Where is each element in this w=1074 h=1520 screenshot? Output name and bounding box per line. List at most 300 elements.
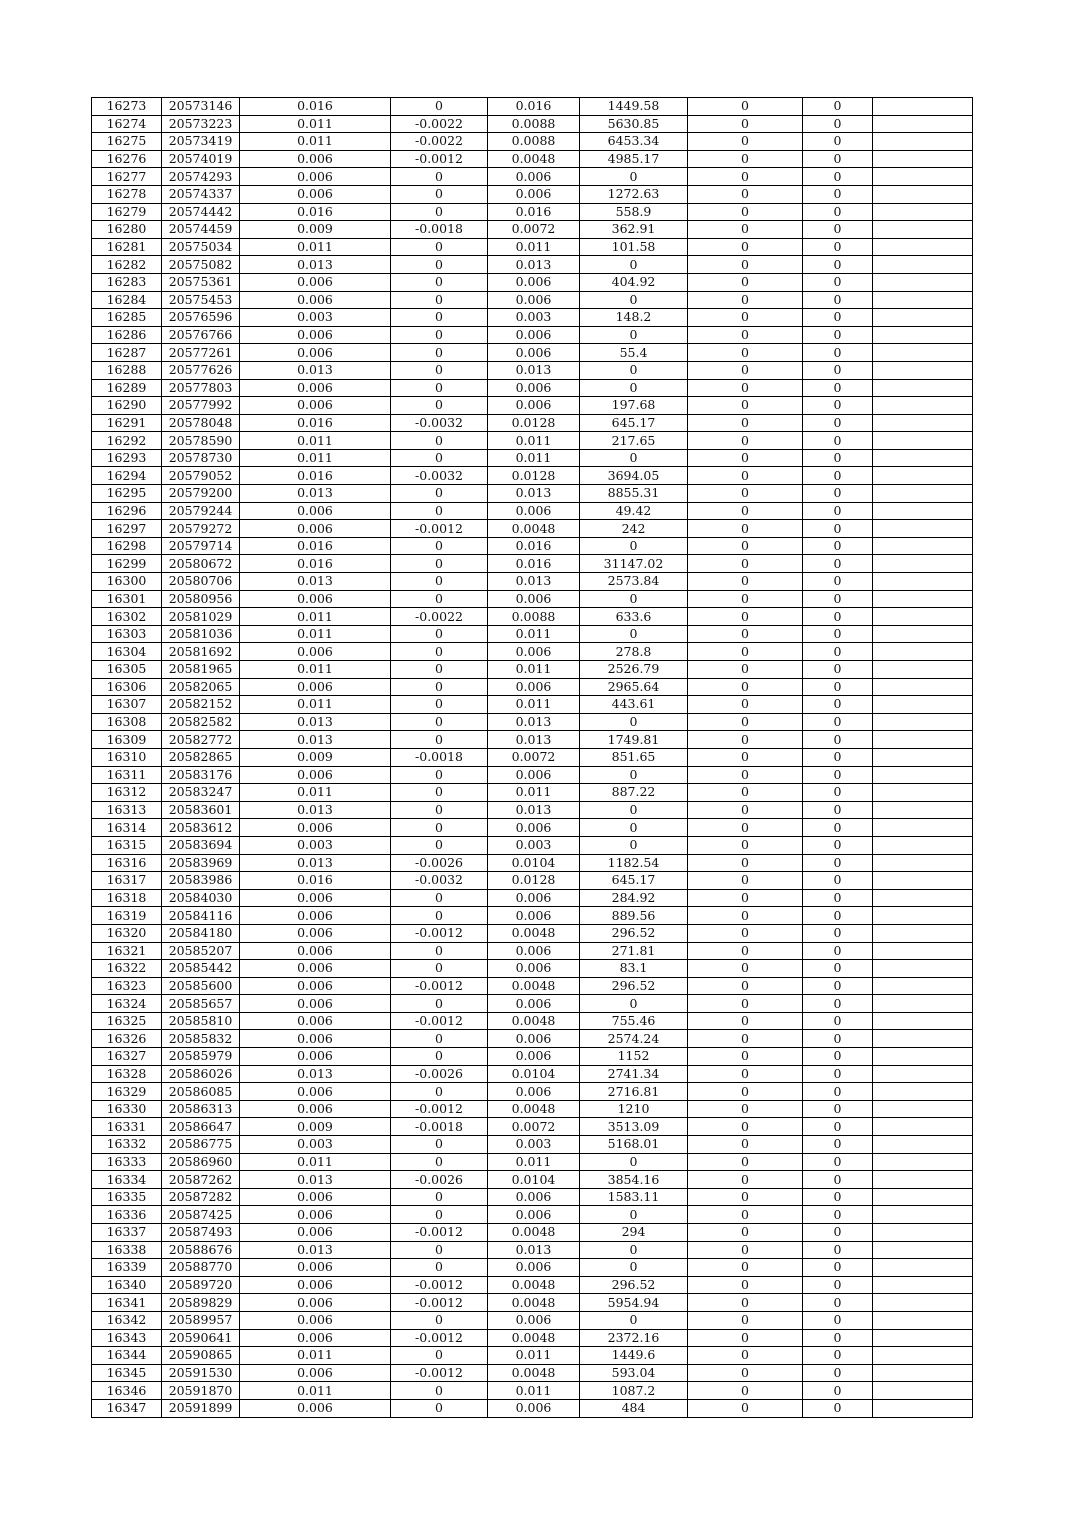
amount-cell: 0 bbox=[580, 1206, 688, 1224]
table-row bbox=[92, 854, 973, 872]
row-index-cell: 16277 bbox=[92, 168, 162, 186]
id-cell: 20584030 bbox=[162, 889, 240, 907]
adjustment-cell: -0.0018 bbox=[391, 221, 488, 239]
flag-1-cell: 0 bbox=[688, 872, 803, 890]
value-a-cell: 0.011 bbox=[240, 1153, 391, 1171]
adjustment-cell: -0.0022 bbox=[391, 608, 488, 626]
table-row bbox=[92, 361, 973, 379]
value-a-cell: 0.013 bbox=[240, 485, 391, 503]
extra-cell bbox=[873, 784, 973, 802]
value-a-cell: 0.006 bbox=[240, 520, 391, 538]
table-row bbox=[92, 185, 973, 203]
adjustment-cell: 0 bbox=[391, 731, 488, 749]
flag-2-cell: 0 bbox=[803, 449, 873, 467]
amount-cell: 296.52 bbox=[580, 977, 688, 995]
value-b-cell: 0.006 bbox=[488, 273, 580, 291]
amount-cell: 2716.81 bbox=[580, 1083, 688, 1101]
row-index-cell: 16294 bbox=[92, 467, 162, 485]
amount-cell: 0 bbox=[580, 168, 688, 186]
flag-2-cell: 0 bbox=[803, 537, 873, 555]
value-b-cell: 0.016 bbox=[488, 98, 580, 116]
row-index-cell: 16303 bbox=[92, 625, 162, 643]
flag-2-cell: 0 bbox=[803, 1311, 873, 1329]
flag-1-cell: 0 bbox=[688, 485, 803, 503]
id-cell: 20590865 bbox=[162, 1347, 240, 1365]
row-index-cell: 16346 bbox=[92, 1382, 162, 1400]
table-row bbox=[92, 713, 973, 731]
flag-1-cell: 0 bbox=[688, 1206, 803, 1224]
amount-cell: 1152 bbox=[580, 1048, 688, 1066]
value-a-cell: 0.009 bbox=[240, 1118, 391, 1136]
value-a-cell: 0.013 bbox=[240, 1171, 391, 1189]
table-row bbox=[92, 889, 973, 907]
adjustment-cell: -0.0012 bbox=[391, 924, 488, 942]
amount-cell: 0 bbox=[580, 326, 688, 344]
value-a-cell: 0.006 bbox=[240, 379, 391, 397]
flag-2-cell: 0 bbox=[803, 1171, 873, 1189]
flag-2-cell: 0 bbox=[803, 467, 873, 485]
value-a-cell: 0.011 bbox=[240, 608, 391, 626]
id-cell: 20573419 bbox=[162, 133, 240, 151]
amount-cell: 2741.34 bbox=[580, 1065, 688, 1083]
row-index-cell: 16342 bbox=[92, 1311, 162, 1329]
amount-cell: 1182.54 bbox=[580, 854, 688, 872]
value-b-cell: 0.016 bbox=[488, 537, 580, 555]
adjustment-cell: 0 bbox=[391, 379, 488, 397]
value-b-cell: 0.0048 bbox=[488, 1100, 580, 1118]
amount-cell: 0 bbox=[580, 836, 688, 854]
table-row bbox=[92, 555, 973, 573]
adjustment-cell: -0.0026 bbox=[391, 1171, 488, 1189]
flag-2-cell: 0 bbox=[803, 238, 873, 256]
flag-1-cell: 0 bbox=[688, 960, 803, 978]
extra-cell bbox=[873, 1048, 973, 1066]
flag-2-cell: 0 bbox=[803, 1382, 873, 1400]
id-cell: 20579052 bbox=[162, 467, 240, 485]
id-cell: 20586647 bbox=[162, 1118, 240, 1136]
adjustment-cell: 0 bbox=[391, 1136, 488, 1154]
adjustment-cell: 0 bbox=[391, 713, 488, 731]
table-row bbox=[92, 1118, 973, 1136]
adjustment-cell: 0 bbox=[391, 625, 488, 643]
flag-1-cell: 0 bbox=[688, 537, 803, 555]
row-index-cell: 16316 bbox=[92, 854, 162, 872]
flag-2-cell: 0 bbox=[803, 185, 873, 203]
id-cell: 20586960 bbox=[162, 1153, 240, 1171]
flag-1-cell: 0 bbox=[688, 573, 803, 591]
table-row bbox=[92, 1206, 973, 1224]
flag-2-cell: 0 bbox=[803, 1259, 873, 1277]
extra-cell bbox=[873, 115, 973, 133]
value-b-cell: 0.006 bbox=[488, 907, 580, 925]
row-index-cell: 16301 bbox=[92, 590, 162, 608]
flag-2-cell: 0 bbox=[803, 836, 873, 854]
extra-cell bbox=[873, 273, 973, 291]
flag-1-cell: 0 bbox=[688, 819, 803, 837]
flag-2-cell: 0 bbox=[803, 256, 873, 274]
extra-cell bbox=[873, 1259, 973, 1277]
row-index-cell: 16329 bbox=[92, 1083, 162, 1101]
value-b-cell: 0.003 bbox=[488, 1136, 580, 1154]
flag-1-cell: 0 bbox=[688, 784, 803, 802]
extra-cell bbox=[873, 1171, 973, 1189]
value-a-cell: 0.006 bbox=[240, 502, 391, 520]
table-row bbox=[92, 1065, 973, 1083]
row-index-cell: 16327 bbox=[92, 1048, 162, 1066]
id-cell: 20583601 bbox=[162, 801, 240, 819]
amount-cell: 217.65 bbox=[580, 432, 688, 450]
flag-1-cell: 0 bbox=[688, 221, 803, 239]
row-index-cell: 16328 bbox=[92, 1065, 162, 1083]
amount-cell: 362.91 bbox=[580, 221, 688, 239]
adjustment-cell: -0.0022 bbox=[391, 133, 488, 151]
flag-1-cell: 0 bbox=[688, 1276, 803, 1294]
flag-1-cell: 0 bbox=[688, 256, 803, 274]
amount-cell: 0 bbox=[580, 995, 688, 1013]
flag-2-cell: 0 bbox=[803, 98, 873, 116]
value-a-cell: 0.006 bbox=[240, 766, 391, 784]
id-cell: 20576596 bbox=[162, 309, 240, 327]
amount-cell: 1087.2 bbox=[580, 1382, 688, 1400]
flag-1-cell: 0 bbox=[688, 1347, 803, 1365]
id-cell: 20579272 bbox=[162, 520, 240, 538]
id-cell: 20585832 bbox=[162, 1030, 240, 1048]
table-row bbox=[92, 1329, 973, 1347]
flag-1-cell: 0 bbox=[688, 854, 803, 872]
extra-cell bbox=[873, 1136, 973, 1154]
flag-1-cell: 0 bbox=[688, 502, 803, 520]
value-b-cell: 0.006 bbox=[488, 1048, 580, 1066]
amount-cell: 0 bbox=[580, 801, 688, 819]
extra-cell bbox=[873, 661, 973, 679]
row-index-cell: 16282 bbox=[92, 256, 162, 274]
id-cell: 20573223 bbox=[162, 115, 240, 133]
flag-2-cell: 0 bbox=[803, 150, 873, 168]
flag-2-cell: 0 bbox=[803, 485, 873, 503]
id-cell: 20588770 bbox=[162, 1259, 240, 1277]
table-row bbox=[92, 696, 973, 714]
adjustment-cell: 0 bbox=[391, 361, 488, 379]
id-cell: 20574337 bbox=[162, 185, 240, 203]
row-index-cell: 16298 bbox=[92, 537, 162, 555]
adjustment-cell: -0.0012 bbox=[391, 1224, 488, 1242]
value-a-cell: 0.006 bbox=[240, 1030, 391, 1048]
amount-cell: 3694.05 bbox=[580, 467, 688, 485]
adjustment-cell: -0.0012 bbox=[391, 150, 488, 168]
value-a-cell: 0.006 bbox=[240, 1311, 391, 1329]
amount-cell: 0 bbox=[580, 625, 688, 643]
value-b-cell: 0.016 bbox=[488, 203, 580, 221]
row-index-cell: 16340 bbox=[92, 1276, 162, 1294]
value-a-cell: 0.006 bbox=[240, 1294, 391, 1312]
flag-1-cell: 0 bbox=[688, 238, 803, 256]
adjustment-cell: 0 bbox=[391, 960, 488, 978]
row-index-cell: 16343 bbox=[92, 1329, 162, 1347]
id-cell: 20575034 bbox=[162, 238, 240, 256]
row-index-cell: 16276 bbox=[92, 150, 162, 168]
adjustment-cell: 0 bbox=[391, 784, 488, 802]
amount-cell: 2526.79 bbox=[580, 661, 688, 679]
table-row bbox=[92, 203, 973, 221]
id-cell: 20585207 bbox=[162, 942, 240, 960]
extra-cell bbox=[873, 977, 973, 995]
value-a-cell: 0.003 bbox=[240, 1136, 391, 1154]
table-row bbox=[92, 995, 973, 1013]
id-cell: 20574019 bbox=[162, 150, 240, 168]
extra-cell bbox=[873, 414, 973, 432]
extra-cell bbox=[873, 1030, 973, 1048]
extra-cell bbox=[873, 1311, 973, 1329]
id-cell: 20585657 bbox=[162, 995, 240, 1013]
row-index-cell: 16306 bbox=[92, 678, 162, 696]
flag-1-cell: 0 bbox=[688, 467, 803, 485]
table-row bbox=[92, 397, 973, 415]
flag-2-cell: 0 bbox=[803, 1399, 873, 1417]
flag-1-cell: 0 bbox=[688, 625, 803, 643]
value-b-cell: 0.006 bbox=[488, 1188, 580, 1206]
id-cell: 20585810 bbox=[162, 1012, 240, 1030]
table-row bbox=[92, 608, 973, 626]
flag-1-cell: 0 bbox=[688, 1118, 803, 1136]
amount-cell: 296.52 bbox=[580, 924, 688, 942]
id-cell: 20583176 bbox=[162, 766, 240, 784]
adjustment-cell: -0.0026 bbox=[391, 1065, 488, 1083]
row-index-cell: 16295 bbox=[92, 485, 162, 503]
value-b-cell: 0.0072 bbox=[488, 748, 580, 766]
value-b-cell: 0.006 bbox=[488, 960, 580, 978]
flag-2-cell: 0 bbox=[803, 608, 873, 626]
flag-1-cell: 0 bbox=[688, 1136, 803, 1154]
row-index-cell: 16297 bbox=[92, 520, 162, 538]
table-row bbox=[92, 273, 973, 291]
amount-cell: 443.61 bbox=[580, 696, 688, 714]
flag-2-cell: 0 bbox=[803, 907, 873, 925]
flag-2-cell: 0 bbox=[803, 731, 873, 749]
flag-1-cell: 0 bbox=[688, 133, 803, 151]
table-row bbox=[92, 1188, 973, 1206]
flag-2-cell: 0 bbox=[803, 1030, 873, 1048]
amount-cell: 887.22 bbox=[580, 784, 688, 802]
value-b-cell: 0.013 bbox=[488, 361, 580, 379]
flag-2-cell: 0 bbox=[803, 661, 873, 679]
extra-cell bbox=[873, 185, 973, 203]
flag-1-cell: 0 bbox=[688, 748, 803, 766]
extra-cell bbox=[873, 1224, 973, 1242]
value-b-cell: 0.0072 bbox=[488, 221, 580, 239]
row-index-cell: 16315 bbox=[92, 836, 162, 854]
flag-2-cell: 0 bbox=[803, 942, 873, 960]
value-a-cell: 0.013 bbox=[240, 731, 391, 749]
value-b-cell: 0.0104 bbox=[488, 1171, 580, 1189]
extra-cell bbox=[873, 432, 973, 450]
row-index-cell: 16305 bbox=[92, 661, 162, 679]
value-b-cell: 0.006 bbox=[488, 397, 580, 415]
extra-cell bbox=[873, 449, 973, 467]
amount-cell: 593.04 bbox=[580, 1364, 688, 1382]
id-cell: 20583969 bbox=[162, 854, 240, 872]
flag-2-cell: 0 bbox=[803, 1329, 873, 1347]
extra-cell bbox=[873, 1118, 973, 1136]
value-b-cell: 0.006 bbox=[488, 995, 580, 1013]
flag-2-cell: 0 bbox=[803, 1065, 873, 1083]
adjustment-cell: 0 bbox=[391, 1259, 488, 1277]
amount-cell: 148.2 bbox=[580, 309, 688, 327]
flag-2-cell: 0 bbox=[803, 1048, 873, 1066]
extra-cell bbox=[873, 379, 973, 397]
flag-1-cell: 0 bbox=[688, 942, 803, 960]
flag-1-cell: 0 bbox=[688, 449, 803, 467]
value-a-cell: 0.006 bbox=[240, 1083, 391, 1101]
id-cell: 20586775 bbox=[162, 1136, 240, 1154]
flag-2-cell: 0 bbox=[803, 854, 873, 872]
row-index-cell: 16331 bbox=[92, 1118, 162, 1136]
amount-cell: 0 bbox=[580, 379, 688, 397]
flag-2-cell: 0 bbox=[803, 326, 873, 344]
value-b-cell: 0.006 bbox=[488, 379, 580, 397]
extra-cell bbox=[873, 942, 973, 960]
value-a-cell: 0.006 bbox=[240, 1276, 391, 1294]
extra-cell bbox=[873, 1382, 973, 1400]
id-cell: 20581692 bbox=[162, 643, 240, 661]
id-cell: 20579200 bbox=[162, 485, 240, 503]
value-b-cell: 0.0048 bbox=[488, 924, 580, 942]
value-b-cell: 0.003 bbox=[488, 309, 580, 327]
amount-cell: 278.8 bbox=[580, 643, 688, 661]
value-b-cell: 0.006 bbox=[488, 344, 580, 362]
table-row bbox=[92, 344, 973, 362]
adjustment-cell: 0 bbox=[391, 432, 488, 450]
adjustment-cell: -0.0012 bbox=[391, 1276, 488, 1294]
row-index-cell: 16284 bbox=[92, 291, 162, 309]
amount-cell: 1749.81 bbox=[580, 731, 688, 749]
amount-cell: 1449.6 bbox=[580, 1347, 688, 1365]
amount-cell: 271.81 bbox=[580, 942, 688, 960]
id-cell: 20578730 bbox=[162, 449, 240, 467]
id-cell: 20586085 bbox=[162, 1083, 240, 1101]
adjustment-cell: 0 bbox=[391, 185, 488, 203]
flag-1-cell: 0 bbox=[688, 590, 803, 608]
value-a-cell: 0.006 bbox=[240, 889, 391, 907]
table-row bbox=[92, 449, 973, 467]
table-row bbox=[92, 115, 973, 133]
table-row bbox=[92, 1294, 973, 1312]
adjustment-cell: 0 bbox=[391, 98, 488, 116]
id-cell: 20580956 bbox=[162, 590, 240, 608]
adjustment-cell: 0 bbox=[391, 309, 488, 327]
row-index-cell: 16291 bbox=[92, 414, 162, 432]
amount-cell: 3854.16 bbox=[580, 1171, 688, 1189]
flag-1-cell: 0 bbox=[688, 1030, 803, 1048]
amount-cell: 296.52 bbox=[580, 1276, 688, 1294]
value-a-cell: 0.006 bbox=[240, 1329, 391, 1347]
row-index-cell: 16293 bbox=[92, 449, 162, 467]
extra-cell bbox=[873, 678, 973, 696]
value-a-cell: 0.006 bbox=[240, 1399, 391, 1417]
value-a-cell: 0.013 bbox=[240, 256, 391, 274]
value-b-cell: 0.0048 bbox=[488, 150, 580, 168]
flag-2-cell: 0 bbox=[803, 696, 873, 714]
table-row bbox=[92, 661, 973, 679]
table-row bbox=[92, 256, 973, 274]
table-row bbox=[92, 819, 973, 837]
table-row bbox=[92, 731, 973, 749]
value-a-cell: 0.006 bbox=[240, 819, 391, 837]
table-row bbox=[92, 238, 973, 256]
row-index-cell: 16333 bbox=[92, 1153, 162, 1171]
table-row bbox=[92, 1083, 973, 1101]
id-cell: 20575082 bbox=[162, 256, 240, 274]
table-row bbox=[92, 766, 973, 784]
table-row bbox=[92, 924, 973, 942]
extra-cell bbox=[873, 168, 973, 186]
flag-2-cell: 0 bbox=[803, 414, 873, 432]
id-cell: 20574293 bbox=[162, 168, 240, 186]
adjustment-cell: 0 bbox=[391, 661, 488, 679]
extra-cell bbox=[873, 1329, 973, 1347]
value-a-cell: 0.016 bbox=[240, 537, 391, 555]
table-row bbox=[92, 1224, 973, 1242]
flag-1-cell: 0 bbox=[688, 1048, 803, 1066]
value-a-cell: 0.006 bbox=[240, 977, 391, 995]
flag-2-cell: 0 bbox=[803, 361, 873, 379]
value-a-cell: 0.006 bbox=[240, 273, 391, 291]
extra-cell bbox=[873, 397, 973, 415]
value-b-cell: 0.0048 bbox=[488, 520, 580, 538]
flag-2-cell: 0 bbox=[803, 555, 873, 573]
flag-1-cell: 0 bbox=[688, 98, 803, 116]
value-a-cell: 0.013 bbox=[240, 573, 391, 591]
flag-1-cell: 0 bbox=[688, 661, 803, 679]
row-index-cell: 16321 bbox=[92, 942, 162, 960]
value-a-cell: 0.011 bbox=[240, 625, 391, 643]
value-b-cell: 0.016 bbox=[488, 555, 580, 573]
value-b-cell: 0.011 bbox=[488, 784, 580, 802]
table-row bbox=[92, 168, 973, 186]
flag-2-cell: 0 bbox=[803, 784, 873, 802]
value-a-cell: 0.016 bbox=[240, 414, 391, 432]
value-b-cell: 0.011 bbox=[488, 661, 580, 679]
row-index-cell: 16334 bbox=[92, 1171, 162, 1189]
value-b-cell: 0.013 bbox=[488, 801, 580, 819]
row-index-cell: 16332 bbox=[92, 1136, 162, 1154]
flag-1-cell: 0 bbox=[688, 326, 803, 344]
table-row bbox=[92, 784, 973, 802]
amount-cell: 3513.09 bbox=[580, 1118, 688, 1136]
flag-2-cell: 0 bbox=[803, 643, 873, 661]
extra-cell bbox=[873, 573, 973, 591]
amount-cell: 851.65 bbox=[580, 748, 688, 766]
value-b-cell: 0.006 bbox=[488, 678, 580, 696]
extra-cell bbox=[873, 467, 973, 485]
flag-1-cell: 0 bbox=[688, 185, 803, 203]
id-cell: 20577992 bbox=[162, 397, 240, 415]
row-index-cell: 16279 bbox=[92, 203, 162, 221]
id-cell: 20582772 bbox=[162, 731, 240, 749]
adjustment-cell: -0.0012 bbox=[391, 520, 488, 538]
flag-2-cell: 0 bbox=[803, 502, 873, 520]
adjustment-cell: 0 bbox=[391, 537, 488, 555]
flag-2-cell: 0 bbox=[803, 1083, 873, 1101]
extra-cell bbox=[873, 1012, 973, 1030]
value-b-cell: 0.0128 bbox=[488, 414, 580, 432]
row-index-cell: 16310 bbox=[92, 748, 162, 766]
value-b-cell: 0.0048 bbox=[488, 1294, 580, 1312]
flag-2-cell: 0 bbox=[803, 1012, 873, 1030]
row-index-cell: 16311 bbox=[92, 766, 162, 784]
value-b-cell: 0.006 bbox=[488, 1206, 580, 1224]
table-row bbox=[92, 502, 973, 520]
amount-cell: 0 bbox=[580, 256, 688, 274]
